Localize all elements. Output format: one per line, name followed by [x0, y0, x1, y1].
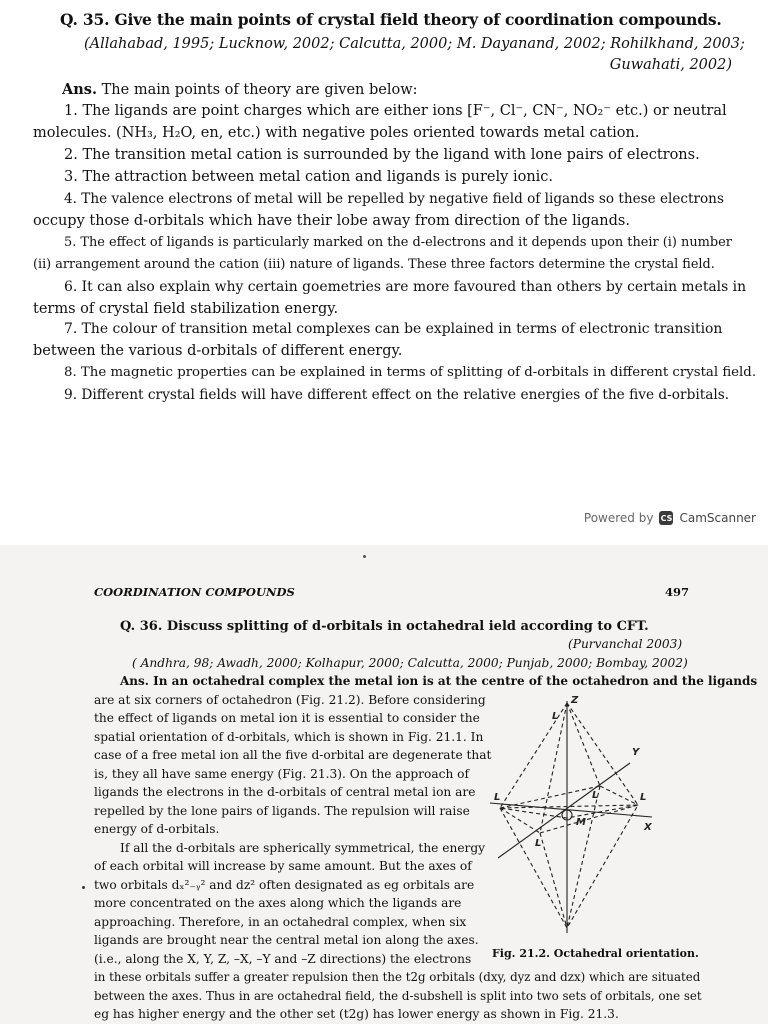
octahedron-bottom-face	[500, 805, 638, 928]
point-line: between the various d-orbitals of different energy.	[33, 343, 403, 359]
point-line: 9. Different crystal fields will have different effect on the relative energies of the five d-orbitals.	[64, 387, 730, 403]
page-number: 497	[665, 585, 690, 599]
point-line: terms of crystal field stabilization energy.	[33, 301, 339, 317]
running-header-title: COORDINATION COMPOUNDS	[94, 585, 295, 599]
answer-line: approaching. Therefore, in an octahedral complex, when six	[94, 915, 467, 929]
point-line: 6. It can also explain why certain goemetries are more favoured than others by certain metals in	[64, 279, 747, 295]
answer-line: two orbitals dₓ²₋ᵧ² and dz² often designated as eg orbitals are	[94, 878, 475, 892]
label-l-top: L	[552, 711, 559, 722]
point-line: 5. The effect of ligands is particularly marked on the d-electrons and it depends upon their (i) number	[64, 235, 732, 250]
question-36-title: Q. 36. Discuss splitting of d-orbitals in octahedral ield according to CFT.	[120, 619, 649, 634]
answer-line: If all the d-orbitals are spherically symmetrical, the energy	[120, 841, 486, 855]
answer-line: ligands the electrons in the d-orbitals of central metal ion are	[94, 785, 476, 799]
answer-line: ligands are brought near the central metal ion along the axes.	[94, 933, 479, 947]
question-36-citation-2: ( Andhra, 98; Awadh, 2000; Kolhapur, 2000; Calcutta, 2000; Punjab, 2000; Bombay, 2002)	[132, 656, 688, 670]
camscanner-brand: CamScanner	[679, 511, 756, 525]
answer-intro	[62, 81, 418, 98]
edge	[567, 786, 600, 928]
question-36-citation: (Purvanchal 2003)	[568, 637, 683, 651]
answer-line: more concentrated on the axes along which the ligands are	[94, 896, 462, 910]
label-z: Z	[571, 695, 579, 706]
edge	[540, 833, 567, 928]
answer-intro-text: The main points of theory are given below:	[101, 82, 418, 98]
point-line: 4. The valence electrons of metal will be repelled by negative field of ligands so these electrons	[64, 191, 724, 207]
answer-line: Ans. In an octahedral complex the metal ion is at the centre of the octahedron and the ligands	[120, 674, 758, 688]
powered-by-label: Powered by	[583, 511, 654, 525]
point-line: 3. The attraction between metal cation and ligands is purely ionic.	[64, 169, 554, 185]
edge	[540, 703, 567, 833]
label-l-front: L	[535, 838, 542, 849]
octahedron-figure	[480, 693, 680, 943]
margin-dot	[82, 886, 85, 889]
label-m: M	[576, 817, 586, 828]
answer-line: is, they all have same energy (Fig. 21.3). On the approach of	[94, 767, 470, 781]
question-35-citation-end: Guwahati, 2002)	[609, 57, 732, 73]
point-line: 8. The magnetic properties can be explained in terms of splitting of d-orbitals in different crystal field.	[64, 365, 757, 380]
answer-line: spatial orientation of d-orbitals, which is shown in Fig. 21.1. In	[94, 730, 484, 744]
point-line: (ii) arrangement around the cation (iii) nature of ligands. These three factors determine the crystal field.	[33, 257, 715, 272]
answer-line: repelled by the lone pairs of ligands. The repulsion will raise	[94, 804, 470, 818]
speck	[363, 555, 366, 558]
point-line: 2. The transition metal cation is surrounded by the ligand with lone pairs of electrons.	[64, 147, 700, 163]
edge	[540, 805, 638, 833]
answer-line: are at six corners of octahedron (Fig. 21.2). Before considering	[94, 693, 486, 707]
page-lower	[0, 545, 768, 1024]
answer-line: between the axes. Thus in are octahedral field, the d-subshell is split into two sets of orbitals, one set	[94, 989, 702, 1003]
point-line: occupy those d-orbitals which have their lobe away from direction of the ligands.	[33, 213, 630, 229]
camscanner-watermark	[584, 511, 756, 525]
point-line: 1. The ligands are point charges which are either ions [F⁻, Cl⁻, CN⁻, NO₂⁻ etc.) or neutral	[64, 103, 727, 119]
answer-line: the effect of ligands on metal ion it is essential to consider the	[94, 711, 480, 725]
answer-line: case of a free metal ion all the five d-orbital are degenerate that	[94, 748, 492, 762]
label-l-left: L	[494, 792, 501, 803]
octahedron-top-face	[500, 703, 638, 818]
answer-line: energy of d-orbitals.	[94, 822, 220, 836]
answer-line: eg has higher energy and the other set (t2g) has lower energy as shown in Fig. 21.3.	[94, 1007, 619, 1021]
point-line: 7. The colour of transition metal complexes can be explained in terms of electronic transition	[64, 321, 723, 337]
answer-line: in these orbitals suffer a greater repulsion then the t2g orbitals (dxy, dyz and dzx) which are situated	[94, 970, 701, 984]
figure-caption: Fig. 21.2. Octahedral orientation.	[492, 947, 699, 960]
point-line: molecules. (NH₃, H₂O, en, etc.) with negative poles oriented towards metal cation.	[33, 125, 640, 141]
label-y: Y	[632, 747, 640, 758]
edge	[600, 786, 638, 805]
question-35-citation: (Allahabad, 1995; Lucknow, 2002; Calcutta, 2000; M. Dayanand, 2002; Rohilkhand, 2003;	[84, 36, 745, 52]
edge	[567, 703, 600, 786]
label-l-back: L	[592, 790, 599, 801]
label-x: X	[644, 822, 652, 833]
label-l-right: L	[640, 792, 647, 803]
answer-label: Ans.	[62, 81, 98, 98]
camscanner-logo-icon: CS	[659, 511, 673, 525]
question-35-title: Q. 35. Give the main points of crystal field theory of coordination compounds.	[60, 10, 722, 29]
edge	[500, 808, 540, 833]
answer-line: (i.e., along the X, Y, Z, –X, –Y and –Z directions) the electrons	[94, 952, 472, 966]
answer-line: of each orbital will increase by same amount. But the axes of	[94, 859, 472, 873]
